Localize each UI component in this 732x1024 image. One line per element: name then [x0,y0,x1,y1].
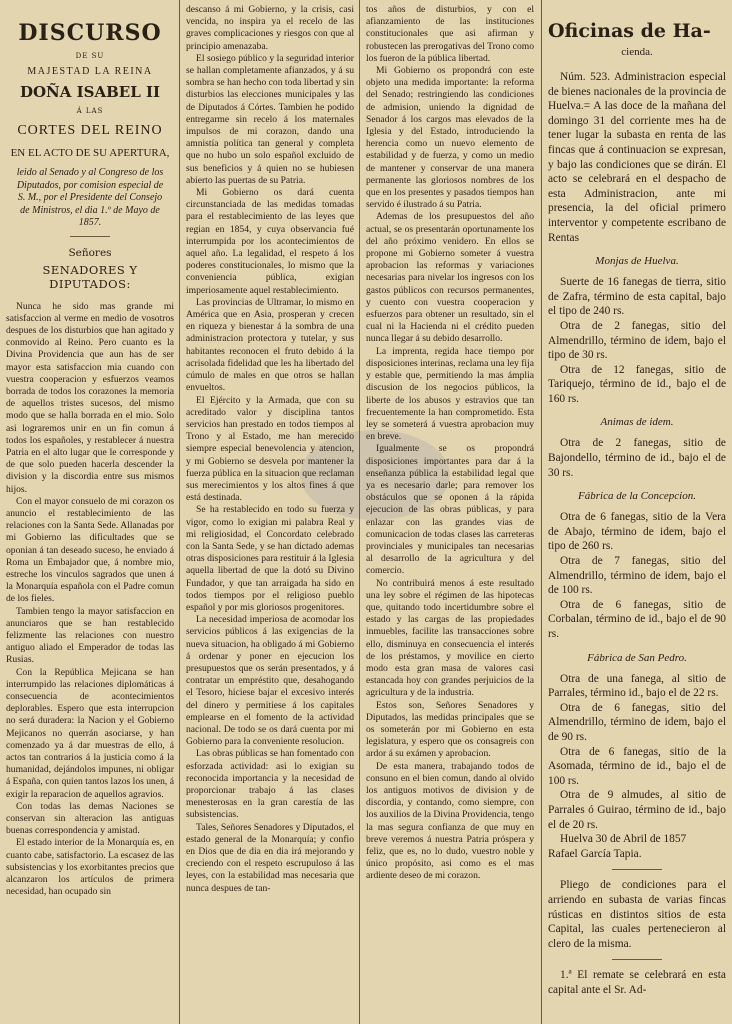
paragraph: Con la República Mejicana se han interrumpido las relaciones diplomáticas á consecuencia de acontecimientos deplorables. Espero que esta interrupcion no será duradera: la Nacion y el Gobierno Mejicanos no querrán asociarse, y han comenzado ya á dar muestras de ello, á actos tan contrarios á la justicia como á la humanidad, dejándolos impunes, ni obligar á España, con quien tantos lazos los unen, á exigir la reparacion de aquellos agravios. [6,666,174,800]
condition-1: 1.ª El remate se celebrará en esta capital ante el Sr. Ad- [548,969,726,996]
paragraph: Estos son, Señores Senadores y Diputados, las medidas principales que se os someterán por mi Gobierno en esta legislatura, y espero que os consagreis con ardor á su exámen y aprobacion. [366,699,534,760]
paragraph: Igualmente se os propondrá disposiciones importantes para dar á la enseñanza pública la estabilidad legal que ya es necesario darle; para remover los obstáculos que se oponen á la rápida ejecucion de las obras públicas, y para enlazar con las grandes vias de comunicacion de todas clases las carreteras provinciales y municipales tan necesarias al desarrollo de la agricultura y del comercio. [366,443,534,577]
paragraph: Mi Gobierno os propondrá con este objeto una medida importante: la reforma del Senado; restringiendo las condiciones de admision, uniendo la dignidad de Senador á los cargos mas elevados de la Iglesia y del Estado, introduciendo la herencia como un nuevo elemento de estabilidad y de fuerza, y como un medio de mantener y conservar de una manera permanente las gloriosos nombres de los que en los presentes y pasados tiempos han servido é ilustrado á su Patria. [366,65,534,211]
paragraph: tos años de disturbios, y con el afianzamiento de las instituciones constitucionales que asi afirman y robustecen las prerogativas del Trono como los fueron de la pública libertad. [366,4,534,64]
queen-name: DOÑA ISABEL II [19,83,161,101]
cortes-line: CORTES DEL REINO [17,123,163,138]
a-las-line: Á LAS [76,107,104,115]
paragraph: De esta manera, trabajando todos de consuno en el bien comun, dando al olvido los antiguos motivos de division y de discordia, y contando, como siempre, con los auxilios de la Divina Providencia, tengo la mas segura confianza de que muy en breve veremos á nuestra Patria próspera y feliz, que es, no lo dudo, vuestro noble y único propósito, asi como es el mas ardiente deseo de mi corazon. [366,760,534,882]
list-item: Otra de 12 fanegas, sitio de Tariquejo, término de id., bajo el de 160 rs. [548,363,726,405]
paragraph: Ademas de los presupuestos del año actual, se os presentarán oportunamente los del año próximo venidero. En ellos se propone mi Gobierno someter á vuestra aprobacion las reformas y variaciones necesarias para nivelar los ingresos con los gastos públicos con recursos permanentes, y cuento con vuestra cooperacion y esfuerzos para obtener un resultado, sin el cual ni la Hacienda ni el crédito pueden nunca llegar á su debido desarrollo. [366,211,534,345]
section-heading: Fábrica de la Concepcion. [578,490,696,503]
pliego-heading: Pliego de condiciones para el arriendo en subasta de varias fincas rústicas en distintos sitios de esta Capital, las cuales pertenecieron al clero de la misma. [548,879,726,950]
date-line: Huelva 30 de Abril de 1857 [560,833,687,846]
paragraph: No contribuirá menos á este resultado una ley sobre el régimen de las hipotecas que, quitando todo incertidumbre sobre el estado y las cargas de las propiedades inmuebles, facilite las transacciones sobre ello, disminuya en consecuencia el interés de los préstamos, y movilice en cierto modo esta gran masa de valores casi estancada hoy con grandes perjuicios de la agricultura y de la industria. [366,577,534,699]
oficinas-title: Oficinas de Ha- [548,20,711,42]
paragraph: La necesidad imperiosa de acomodar los servicios públicos á las exigencias de la nueva situacion, ha obligado á mi Gobierno á ordenar y poner en ejecucion los presupuestos que os serán presentados, y á contratar un empréstito que, desahogando el Tesoro, hiciese bajar el excesivo interés del dinero y permitiese á los capitales emplearse en el fomento de la actividad nacional. De todo se os dará cuenta por mi Gobierno para la conveniente resolucion. [186,614,354,748]
section-heading: Fábrica de San Pedro. [587,651,687,664]
list-item: Otra de una fanega, al sitio de Parrales, término id., bajo el de 22 rs. [548,672,726,700]
senadores-heading: SENADORES Y DIPUTADOS: [42,262,138,291]
section-heading: Animas de idem. [600,416,674,429]
divider [612,869,662,870]
list-item: Suerte de 16 fanegas de tierra, sitio de Zafra, término de esta capital, bajo el tipo de 240 rs. [548,276,726,318]
paragraph: Tambien tengo la mayor satisfaccion en anunciaros que se han restablecido felizmente las relaciones con nuestro antiguo aliado el Emperador de todas las Rusias. [6,605,174,666]
column-rule [179,0,180,1024]
column-rule [541,0,542,1024]
paragraph: Las provincias de Ultramar, lo mismo en América que en Asia, prosperan y crecen en riqueza y bienestar á la sombra de una administracion protectora y tutelar, y sus habitantes reconocen el fruto debido á la acrisolada fidelidad que les ha libertado del cúmulo de males en que otros se hallan envueltos. [186,296,354,394]
leido-subtitle: leido al Senado y al Congreso de los Diputados, por comision especial de S. M., por el Presidente del Consejo de Ministros, el dia 1.º de Mayo de 1857. [16,167,164,228]
notice-intro: Núm. 523. Administracion especial de bienes nacionales de la provincia de Huelva.= A las doce de la mañana del domingo 31 del corriente mes ha de tener lugar la subasta en renta de las fincas que á continuacion se expresan, y bajo las condiciones que se dirán. El acto se celebrará en el despacho de esta Administracion, ante mi presencia, la del oficial primero interventor y competente escribano de Rentas [548,71,726,244]
paragraph: Nunca he sido mas grande mi satisfaccion al verme en medio de vosotros despues de los disturbios que han agitado y conmovido al Reino. Pero cuanto es la Divina Providencia que aun has de ser mayor esta satisfaccion mia cuando con vuestra cooperacion y esfuerzos veamos borrada de todos los corazones la memoria de aquellos tristes sucesos, del mismo modo que se halla borrada en el mio. Solo asi lograremos unir en un fin comun á todos los españoles, y restablecer á nuestra Patria en el alto lugar que le corresponde y de que solo pueden hacerla descender la division y la discordia entre sus mismos hijos. [6,300,174,495]
discurso-title: DISCURSO [18,20,162,46]
acto-line: EN EL ACTO DE SU APERTURA, [10,147,170,159]
paragraph: Se ha restablecido en todo su fuerza y vigor, como lo exigian mi palabra Real y mi religiosidad, el Concordato celebrado con la Santa Sede, y se han dictado ademas otras disposiciones para restituir á la Iglesia aquella libertad de que la dotó su Divino Fundador, y que tan arraigada ha sido en todos tiempos por el religioso pueblo español y por mis gloriosos progenitores. [186,504,354,613]
signature: Rafael García Tapia. [548,847,642,860]
divider [612,959,662,960]
column-1 [6,0,174,1024]
de-su-line: DE SU [75,52,105,60]
column-2 [186,0,354,1024]
paragraph: El estado interior de la Monarquía es, en cuanto cabe, satisfactorio. La escasez de las subsistencias y los exorbitantes precios que alcanzaron los artículos de primera necesidad, han ocupado sin [6,837,174,898]
list-item: Otra de 2 fanegas, sitio de Bajondello, término de id., bajo el de 30 rs. [548,437,726,479]
paragraph: El sosiego público y la seguridad interior se hallan completamente afianzados, y á su sombra se han hecho con toda libertad y sin disturbios las elecciones municipales y las de Diputados á Córtes. Tambien he podido entregarme sin recelo á los maternales impulsos de mi corazon, dando una amnistía política tan general y completa que no hubo un solo español excluido de sus beneficios y á quien no se hubiesen abierto las puertas de su Patria. [186,52,354,186]
paragraph: Con todas las demas Naciones se conservan sin alteracion las antiguas buenas correspondencia y amistad. [6,800,174,837]
column-4 [548,0,726,1024]
list-item: Otra de 9 almudes, al sitio de Parrales ó Guirao, término de id., bajo el de 20 rs. [548,789,726,831]
divider [70,236,110,237]
paragraph: Con el mayor consuelo de mi corazon os anuncio el restablecimiento de las relaciones con la Santa Sede. Allanadas por mi Gobierno las dificultades que se oponian á tan deseado suceso, he enviado á Roma un Embajador que, á nombre mio, estreche los vinculos sagrados que unen á la Monarquía española con el Padre comun de los fieles. [6,495,174,605]
paragraph: El Ejército y la Armada, que con su acreditado valor y disciplina tantos servicios han prestado en todos tiempos al Trono y al Estado, me han merecido siempre especial benevolencia y atencion, y mi Gobierno se desvela por mantener la fuerza pública en la situacion que reclaman sus merecimientos y los altos fines á que está destinada. [186,394,354,504]
list-item: Otra de 6 fanegas, sitio de Corbalan, término de id., bajo el de 90 rs. [548,598,726,640]
list-item: Otra de 7 fanegas, sitio del Almendrillo, término de idem, bajo el de 100 rs. [548,555,726,597]
senores-heading: Señores [68,246,112,259]
paragraph: Mi Gobierno os dará cuenta circunstanciada de las medidas tomadas para el restablecimiento de las leyes que regian en 1854, y cuya observancia fué interrumpida por los acontecimientos de aquel año. La legalidad, el respeto á los poderes constitucionales, lo mismo que la conveniencia pública, exigian imperiosamente aquel restablecimiento. [186,187,354,296]
column-rule [359,0,360,1024]
list-item: Otra de 6 fanegas, sitio de la Asomada, término de id., bajo el de 100 rs. [548,745,726,787]
section-heading: Monjas de Huelva. [595,255,679,268]
column-3 [366,0,534,1024]
majestad-line: MAJESTAD LA REINA [27,66,153,77]
list-item: Otra de 6 fanegas, sitio de la Vera de Abajo, término de idem, bajo el tipo de 260 rs. [548,511,726,553]
list-item: Otra de 6 fanegas, sitio del Almendrillo, término de idem, bajo el de 90 rs. [548,701,726,743]
paragraph: La imprenta, regida hace tiempo por disposiciones interinas, reclama una ley fija y estable que, permitiendo la mas ámplia discusion de los negocios públicos, la liberte de los abusos y estravios que tan frecuentemente la han comprometido. Esta ley se someterá á vuestra aprobacion muy en breve. [366,345,534,443]
paragraph: Tales, Señores Senadores y Diputados, el estado general de la Monarquía; y confio en Dios que de dia en dia irá mejorando y creciendo con el respeto escrupuloso á las leyes, con la estabilidad mas necesaria que nunca despues de tan- [186,821,354,894]
cienda-line: cienda. [621,46,653,58]
list-item: Otra de 2 fanegas, sitio del Almendrillo, término de idem, bajo el tipo de 30 rs. [548,319,726,362]
paragraph: Las obras públicas se han fomentado con esforzada actividad: asi lo exigian su reconocida importancia y la necesidad de proporcionar trabajo á las clases menesterosas en la gran carestía de las subsistencias. [186,748,354,821]
paragraph: descanso á mi Gobierno, y la crisis, casi vencida, no inspira ya el recelo de las graves complicaciones y riesgos con que al principio amenazaba. [186,4,354,52]
